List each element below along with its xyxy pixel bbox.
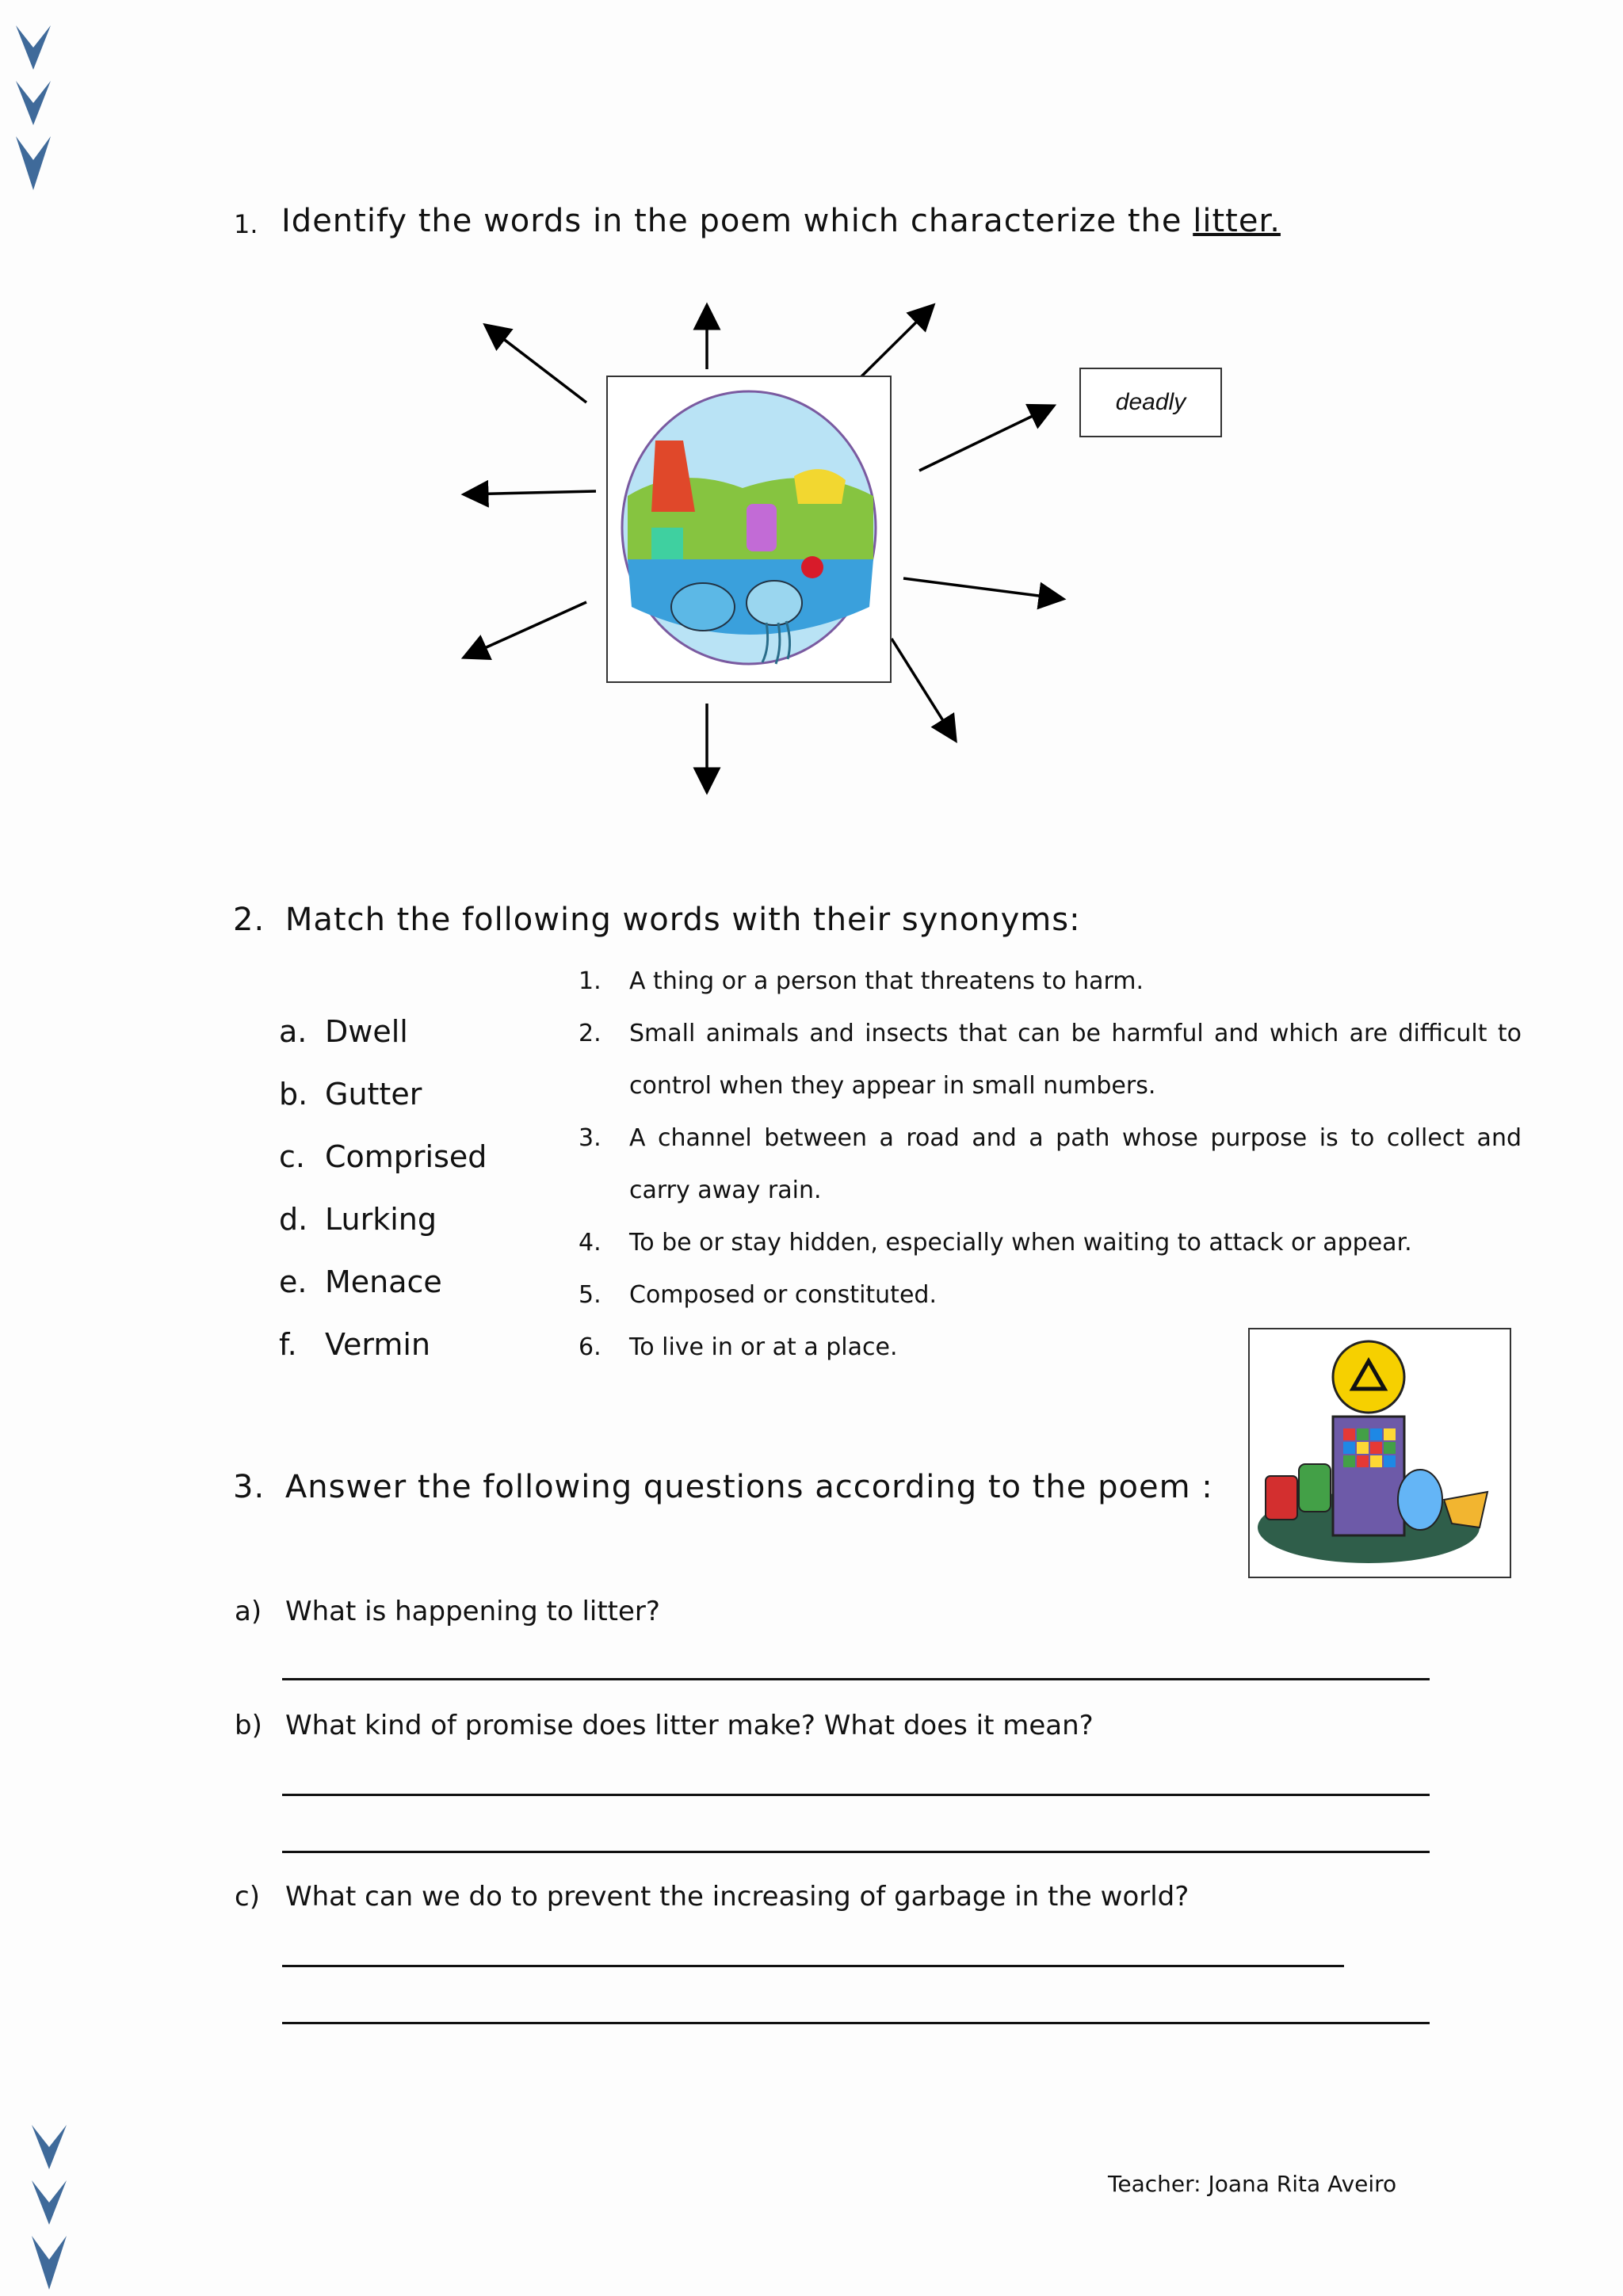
section2-heading (233, 902, 1081, 938)
recycling-machine-icon (1250, 1329, 1510, 1577)
example-word-box (1079, 368, 1222, 437)
arrow-down-left (464, 602, 586, 658)
section3-heading-text: Answer the following questions according to the poem : (285, 1469, 1213, 1505)
definition-item: 6. To live in or at a place. (579, 1333, 898, 1361)
section2-heading-text: Match the following words with their synonyms: (285, 902, 1081, 938)
section3-heading (233, 1469, 1213, 1505)
example-word: deadly (1115, 389, 1186, 415)
answer-line[interactable] (282, 2022, 1430, 2024)
arrow-left (464, 491, 596, 494)
section2-number: 2. (233, 902, 265, 938)
definition-item: 5. Composed or constituted. (579, 1281, 937, 1309)
definition-list (579, 955, 1522, 1374)
answer-line[interactable] (282, 1678, 1430, 1680)
word-item: b. Gutter (279, 1077, 422, 1112)
word-list (279, 1014, 487, 1390)
answer-line[interactable] (282, 1851, 1430, 1853)
word-item: d. Lurking (279, 1202, 437, 1237)
question-c: c) What can we do to prevent the increasing of garbage in the world? (235, 1881, 1190, 1913)
definition-item: 1. A thing or a person that threatens to harm. (579, 967, 1144, 995)
section1-number: 1. (234, 209, 258, 239)
arrow-right-upper (919, 406, 1054, 471)
recycling-illustration (1248, 1328, 1511, 1578)
word-item: e. Menace (279, 1264, 442, 1299)
question-b: b) What kind of promise does litter make? What does it mean? (235, 1710, 1094, 1741)
litter-illustration (606, 376, 892, 683)
definition-item: 2. Small animals and insects that can be harmful and which are difficult to control when they appear in small numbers. (579, 1020, 1522, 1100)
definition-item: 4. To be or stay hidden, especially when waiting to attack or appear. (579, 1229, 1412, 1257)
section3-number: 3. (233, 1469, 265, 1505)
arrow-up-left (485, 325, 586, 402)
word-item: f. Vermin (279, 1327, 431, 1362)
answer-line[interactable] (282, 1794, 1430, 1796)
question-a: a) What is happening to litter? (235, 1596, 660, 1627)
arrow-down-right (892, 639, 956, 741)
teacher-credit: Teacher: Joana Rita Aveiro (1108, 2171, 1397, 2197)
chevron-decoration-bottom (30, 2123, 78, 2296)
answer-line[interactable] (282, 1965, 1344, 1967)
definition-item: 3. A channel between a road and a path whose purpose is to collect and carry away rain. (579, 1124, 1522, 1204)
section1-heading-text: Identify the words in the poem which characterize the (281, 203, 1182, 239)
section1-heading-keyword: litter. (1193, 203, 1281, 239)
arrow-right-lower (903, 578, 1064, 599)
litter-scene-icon (608, 377, 890, 681)
word-item: c. Comprised (279, 1139, 487, 1174)
word-item: a. Dwell (279, 1014, 408, 1049)
